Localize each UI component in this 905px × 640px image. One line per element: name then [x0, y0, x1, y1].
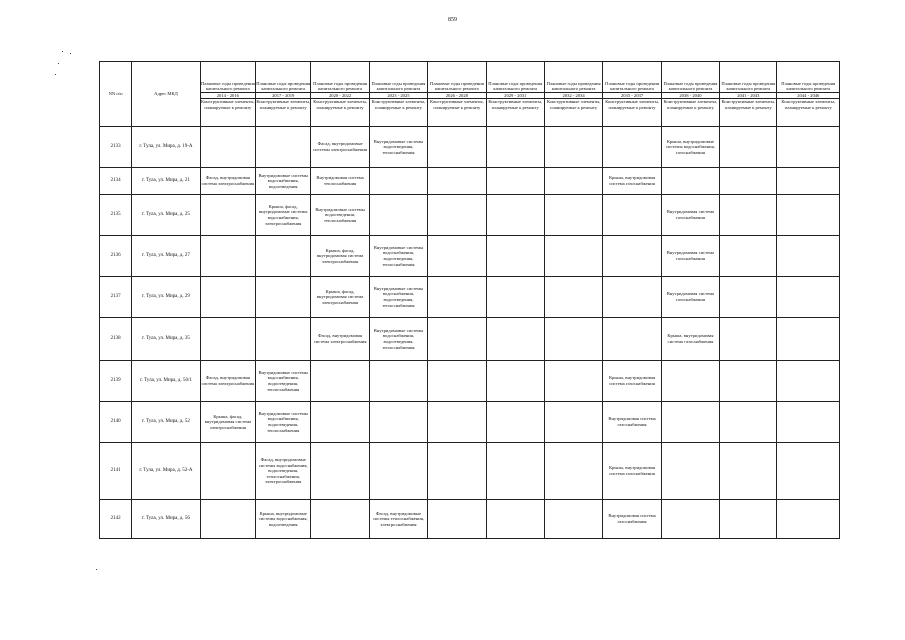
header-period-years: 2029 - 2031: [486, 93, 544, 99]
repair-elements-cell: [661, 402, 719, 443]
row-address: г. Тула, ул. Мира, д. 50/1: [132, 361, 200, 402]
header-period-years: 2044 - 2046: [777, 93, 840, 99]
header-period-title: Плановые годы проведения капитального ремонта: [603, 62, 661, 93]
repair-elements-cell: Крыша, внутридомовые системы водоснабжения, водоотведения: [256, 500, 311, 539]
repair-elements-cell: [369, 195, 427, 236]
repair-elements-cell: Внутридомовая система газоснабжения: [661, 236, 719, 277]
table-row: [100, 500, 840, 539]
header-period-title: Плановые годы проведения капитального ремонта: [720, 62, 777, 93]
repair-elements-cell: [428, 236, 486, 277]
row-number: 2137: [100, 277, 132, 318]
repair-elements-cell: [544, 127, 602, 168]
header-period-title: Плановые годы проведения капитального ремонта: [486, 62, 544, 93]
header-period-years: 2035 - 2037: [603, 93, 661, 99]
header-period-title: Плановые годы проведения капитального ремонта: [777, 62, 840, 93]
repair-elements-cell: Крыша, фасад, внутридомовые системы водоснабжения, электроснабжения: [256, 195, 311, 236]
scan-speck: [70, 53, 71, 54]
repair-elements-cell: Фасад, внутридомовые системы теплоснабжения, электроснабжения: [369, 500, 427, 539]
repair-elements-cell: [720, 195, 777, 236]
row-address: г. Тула, ул. Мира, д. 52-А: [132, 443, 200, 500]
repair-elements-cell: [486, 168, 544, 195]
repair-elements-cell: [428, 195, 486, 236]
repair-elements-cell: [777, 402, 840, 443]
repair-elements-cell: [603, 277, 661, 318]
header-elements-label: Конструктивные элементы, планируемые к ремонту: [603, 99, 661, 127]
scan-speck: [62, 51, 63, 52]
repair-elements-cell: Крыша, фасад, внутридомовая система электроснабжения: [200, 402, 255, 443]
row-address: г. Тула, ул. Мира, д. 21: [132, 168, 200, 195]
scan-speck: [96, 569, 97, 570]
repair-elements-cell: Фасад, внутридомовая система электроснабжения: [200, 361, 255, 402]
header-elements-label: Конструктивные элементы, планируемые к ремонту: [200, 99, 255, 127]
repair-elements-cell: Внутридомовые системы водоснабжения, водоотведения, теплоснабжения: [369, 236, 427, 277]
repair-elements-cell: [603, 236, 661, 277]
repair-elements-cell: Внутридомовая система теплоснабжения: [311, 168, 369, 195]
repair-elements-cell: [428, 277, 486, 318]
repair-elements-cell: Внутридомовая система газоснабжения: [603, 402, 661, 443]
repair-elements-cell: [428, 127, 486, 168]
repair-elements-cell: [311, 500, 369, 539]
repair-elements-cell: [200, 236, 255, 277]
header-elements-label: Конструктивные элементы, планируемые к ремонту: [661, 99, 719, 127]
repair-elements-cell: [256, 318, 311, 361]
repair-elements-cell: [720, 402, 777, 443]
header-elements-label: Конструктивные элементы, планируемые к ремонту: [311, 99, 369, 127]
repair-elements-cell: [661, 443, 719, 500]
repair-schedule-table: [99, 61, 840, 539]
header-period-title: Плановые годы проведения капитального ремонта: [661, 62, 719, 93]
repair-elements-cell: [486, 443, 544, 500]
header-elements-label: Конструктивные элементы, планируемые к ремонту: [256, 99, 311, 127]
header-period-title: Плановые годы проведения капитального ремонта: [200, 62, 255, 93]
repair-elements-cell: [720, 443, 777, 500]
repair-elements-cell: [486, 127, 544, 168]
repair-elements-cell: [544, 402, 602, 443]
repair-elements-cell: Крыша, внутридомовая система газоснабжения: [603, 168, 661, 195]
row-address: г. Тула, ул. Мира, д. 35: [132, 318, 200, 361]
row-number: 2140: [100, 402, 132, 443]
row-address: г. Тула, ул. Мира, д. 19-А: [132, 127, 200, 168]
repair-elements-cell: [777, 318, 840, 361]
header-elements-label: Конструктивные элементы, планируемые к ремонту: [777, 99, 840, 127]
table-row: [100, 195, 840, 236]
repair-elements-cell: [200, 500, 255, 539]
page-number: 859: [448, 17, 457, 23]
repair-elements-cell: [544, 318, 602, 361]
repair-elements-cell: [544, 168, 602, 195]
row-address: г. Тула, ул. Мира, д. 56: [132, 500, 200, 539]
repair-elements-cell: [720, 236, 777, 277]
repair-elements-cell: [486, 318, 544, 361]
repair-elements-cell: Внутридомовая система газоснабжения: [603, 500, 661, 539]
header-period-title: Плановые годы проведения капитального ремонта: [428, 62, 486, 93]
repair-elements-cell: Фасад, внутридомовые системы электроснабжения: [311, 127, 369, 168]
scan-speck: [58, 63, 59, 64]
repair-elements-cell: [200, 318, 255, 361]
repair-elements-cell: [486, 236, 544, 277]
repair-elements-cell: [428, 318, 486, 361]
table-row: [100, 236, 840, 277]
table-row: [100, 168, 840, 195]
repair-elements-cell: Внутридомовые системы водоснабжения, водоотведения, теплоснабжения: [369, 318, 427, 361]
table-row: [100, 361, 840, 402]
header-address: Адрес МКД: [132, 62, 200, 127]
repair-elements-cell: [428, 361, 486, 402]
table-row: [100, 443, 840, 500]
repair-elements-cell: [311, 443, 369, 500]
repair-elements-cell: [603, 127, 661, 168]
header-period-years: 2017 - 2019: [256, 93, 311, 99]
row-number: 2135: [100, 195, 132, 236]
repair-elements-cell: [256, 127, 311, 168]
repair-elements-cell: Фасад, внутридомовые системы водоснабжения, водоотведения, теплоснабжения, электроснабжения: [256, 443, 311, 500]
header-period-years: 2038 - 2040: [661, 93, 719, 99]
repair-elements-cell: [720, 318, 777, 361]
repair-elements-cell: Внутридомовые системы водоснабжения, водоотведения: [256, 168, 311, 195]
row-number: 2141: [100, 443, 132, 500]
row-address: г. Тула, ул. Мира, д. 27: [132, 236, 200, 277]
header-elements-label: Конструктивные элементы, планируемые к ремонту: [544, 99, 602, 127]
repair-elements-cell: [544, 500, 602, 539]
repair-elements-cell: [256, 277, 311, 318]
repair-elements-cell: [720, 127, 777, 168]
table-row: [100, 277, 840, 318]
row-address: г. Тула, ул. Мира, д. 25: [132, 195, 200, 236]
repair-elements-cell: Внутридомовые системы водоснабжения, водоотведения, теплоснабжения: [369, 277, 427, 318]
header-elements-label: Конструктивные элементы, планируемые к ремонту: [428, 99, 486, 127]
row-number: 2142: [100, 500, 132, 539]
repair-elements-cell: Крыша, фасад, внутридомовая система электроснабжения: [311, 236, 369, 277]
table-row: [100, 402, 840, 443]
repair-elements-cell: Внутридомовая система газоснабжения: [661, 277, 719, 318]
repair-elements-cell: [720, 168, 777, 195]
header-period-title: Плановые годы проведения капитального ремонта: [256, 62, 311, 93]
repair-elements-cell: [256, 236, 311, 277]
repair-elements-cell: [200, 195, 255, 236]
repair-elements-cell: [311, 361, 369, 402]
repair-elements-cell: [603, 318, 661, 361]
header-period-years: 2014 - 2016: [200, 93, 255, 99]
row-number: 2133: [100, 127, 132, 168]
repair-elements-cell: [428, 168, 486, 195]
header-num: NN п/п: [100, 62, 132, 127]
repair-elements-cell: Фасад, внутридомовая система электроснабжения: [200, 168, 255, 195]
header-period-years: 2041 - 2043: [720, 93, 777, 99]
repair-elements-cell: Фасад, внутридомовая система электроснабжения: [311, 318, 369, 361]
repair-elements-cell: [777, 500, 840, 539]
repair-elements-cell: [777, 277, 840, 318]
header-period-years: 2032 - 2034: [544, 93, 602, 99]
repair-elements-cell: [777, 168, 840, 195]
repair-elements-cell: [720, 277, 777, 318]
repair-elements-cell: [369, 361, 427, 402]
scan-speck: [55, 74, 56, 75]
repair-elements-cell: [428, 500, 486, 539]
repair-elements-cell: [369, 402, 427, 443]
repair-elements-cell: [369, 443, 427, 500]
header-period-years: 2023 - 2025: [369, 93, 427, 99]
repair-elements-cell: [428, 443, 486, 500]
repair-elements-cell: Внутридомовая система газоснабжения: [661, 195, 719, 236]
repair-elements-cell: [369, 168, 427, 195]
header-elements-label: Конструктивные элементы, планируемые к ремонту: [720, 99, 777, 127]
repair-elements-cell: Крыша, внутридомовая система газоснабжения: [603, 443, 661, 500]
header-period-years: 2026 - 2028: [428, 93, 486, 99]
repair-elements-cell: [544, 236, 602, 277]
repair-elements-cell: [544, 195, 602, 236]
repair-elements-cell: [777, 361, 840, 402]
header-elements-label: Конструктивные элементы, планируемые к ремонту: [486, 99, 544, 127]
row-number: 2134: [100, 168, 132, 195]
repair-elements-cell: Внутридомовые системы водоотведения, теплоснабжения: [369, 127, 427, 168]
repair-elements-cell: [777, 127, 840, 168]
repair-elements-cell: [777, 236, 840, 277]
repair-elements-cell: Крыша, внутридомовая система газоснабжения: [661, 318, 719, 361]
row-address: г. Тула, ул. Мира, д. 29: [132, 277, 200, 318]
table-row: [100, 127, 840, 168]
repair-elements-cell: [777, 195, 840, 236]
row-number: 2136: [100, 236, 132, 277]
header-elements-label: Конструктивные элементы, планируемые к ремонту: [369, 99, 427, 127]
repair-elements-cell: [486, 361, 544, 402]
repair-elements-cell: Внутридомовые системы водоснабжения, водоотведения, теплоснабжения: [256, 361, 311, 402]
row-number: 2139: [100, 361, 132, 402]
header-period-years: 2020 - 2022: [311, 93, 369, 99]
table-row: [100, 318, 840, 361]
header-period-title: Плановые годы проведения капитального ремонта: [544, 62, 602, 93]
repair-elements-cell: [200, 127, 255, 168]
header-period-title: Плановые годы проведения капитального ремонта: [311, 62, 369, 93]
repair-elements-cell: [720, 500, 777, 539]
repair-elements-cell: [661, 361, 719, 402]
repair-elements-cell: [486, 195, 544, 236]
repair-elements-cell: [544, 361, 602, 402]
repair-elements-cell: Крыша, фасад, внутридомовая система электроснабжения: [311, 277, 369, 318]
repair-elements-cell: [661, 168, 719, 195]
repair-elements-cell: Крыша, внутридомовая система газоснабжения: [603, 361, 661, 402]
row-number: 2138: [100, 318, 132, 361]
repair-elements-cell: [486, 402, 544, 443]
repair-elements-cell: [486, 277, 544, 318]
repair-elements-cell: [603, 195, 661, 236]
repair-elements-cell: Внутридомовые системы водоснабжения, водоотведения, теплоснабжения: [256, 402, 311, 443]
repair-elements-cell: [200, 277, 255, 318]
repair-elements-cell: [200, 443, 255, 500]
repair-elements-cell: [661, 500, 719, 539]
repair-elements-cell: [544, 277, 602, 318]
header-period-title: Плановые годы проведения капитального ремонта: [369, 62, 427, 93]
repair-elements-cell: [311, 402, 369, 443]
repair-elements-cell: [544, 443, 602, 500]
repair-elements-cell: Внутридомовые системы водоотведения, теплоснабжения: [311, 195, 369, 236]
repair-elements-cell: [777, 443, 840, 500]
repair-elements-cell: Крыша, внутридомовые системы водоснабжения, газоснабжения: [661, 127, 719, 168]
repair-elements-cell: [486, 500, 544, 539]
row-address: г. Тула, ул. Мира, д. 52: [132, 402, 200, 443]
repair-elements-cell: [428, 402, 486, 443]
repair-elements-cell: [720, 361, 777, 402]
